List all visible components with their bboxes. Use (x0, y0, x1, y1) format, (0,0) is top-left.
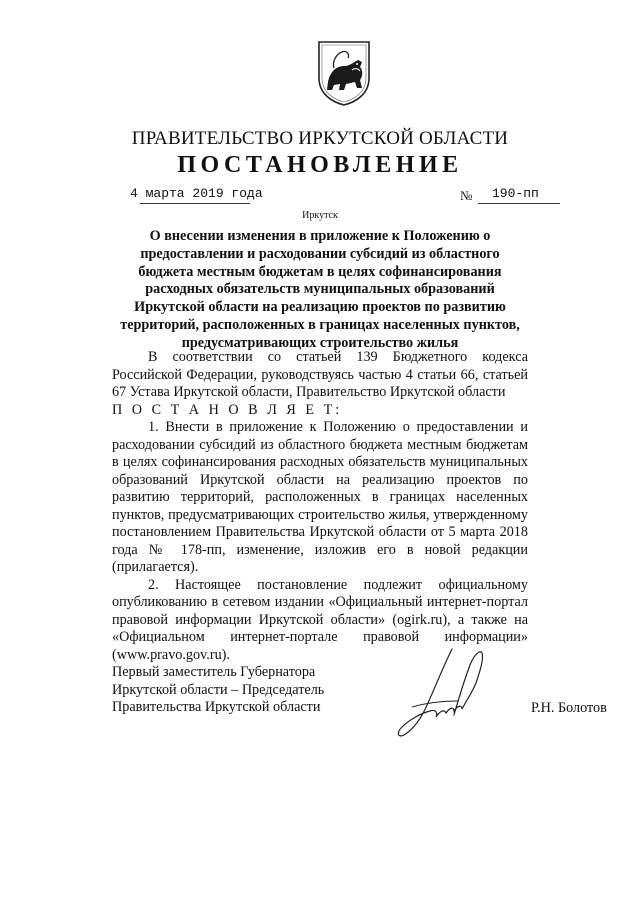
date-underline (140, 203, 250, 204)
signatory-title-line-2: Иркутской области – Председатель (112, 681, 325, 698)
government-title: ПРАВИТЕЛЬСТВО ИРКУТСКОЙ ОБЛАСТИ (131, 128, 509, 149)
document-type-heading: ПОСТАНОВЛЕНИЕ (177, 152, 463, 178)
document-body (112, 349, 528, 664)
city-name: Иркутск (302, 210, 338, 221)
signatory-title-line-1: Первый заместитель Губернатора (112, 664, 316, 680)
signer-name: Р.Н. Болотов (531, 700, 607, 716)
item-2-paragraph: 2. Настоящее постановление подлежит официальному опубликованию в сетевом издании «Официальный интернет-портал правовой информации Иркутской области» (ogirk.ru), а также на «Официальном интернет-портале правовой информации» (www.pravo.gov.ru). (112, 576, 528, 663)
handwritten-signature (392, 645, 492, 740)
document-subject: О внесении изменения в приложение к Положению о предоставлении и расходовании субсидий из областного бюджета местным бюджетам в целях софинансирования расходных обязательств муниципальных образований Иркутской области на реализацию проектов по развитию территорий, расположенных в границах населенных пунктов, предусматривающих строительство жилья (120, 228, 520, 351)
document-date: 4 марта 2019 года (130, 186, 263, 201)
number-sign: № (460, 188, 473, 203)
signatory-title-line-3: Правительства Иркутской области (112, 699, 321, 715)
document-number: 190-пп (492, 186, 539, 201)
signatory-title (112, 664, 324, 717)
item-1-paragraph: 1. Внести в приложение к Положению о предоставлении и расходовании субсидий из областного бюджета местным бюджетам в целях софинансирования расходных обязательств муниципальных образований Иркутской области на реализацию проектов по развитию территорий, расположенных в границах населенных пунктов, предусматривающих строительство жилья, утвержденному постановлением Правительства Иркутской области от 5 марта 2018 года № 178-пп, изменение, изложив его в новой редакции (прилагается). (112, 419, 528, 575)
preamble-paragraph: В соответствии со статьей 139 Бюджетного кодекса Российской Федерации, руководствуясь частью 4 статьи 66, статьей 67 Устава Иркутской области, Правительство Иркутской области (112, 349, 528, 400)
number-underline (478, 203, 560, 204)
coat-of-arms-icon (316, 40, 372, 106)
resolves-heading: П О С Т А Н О В Л Я Е Т: (112, 401, 343, 418)
